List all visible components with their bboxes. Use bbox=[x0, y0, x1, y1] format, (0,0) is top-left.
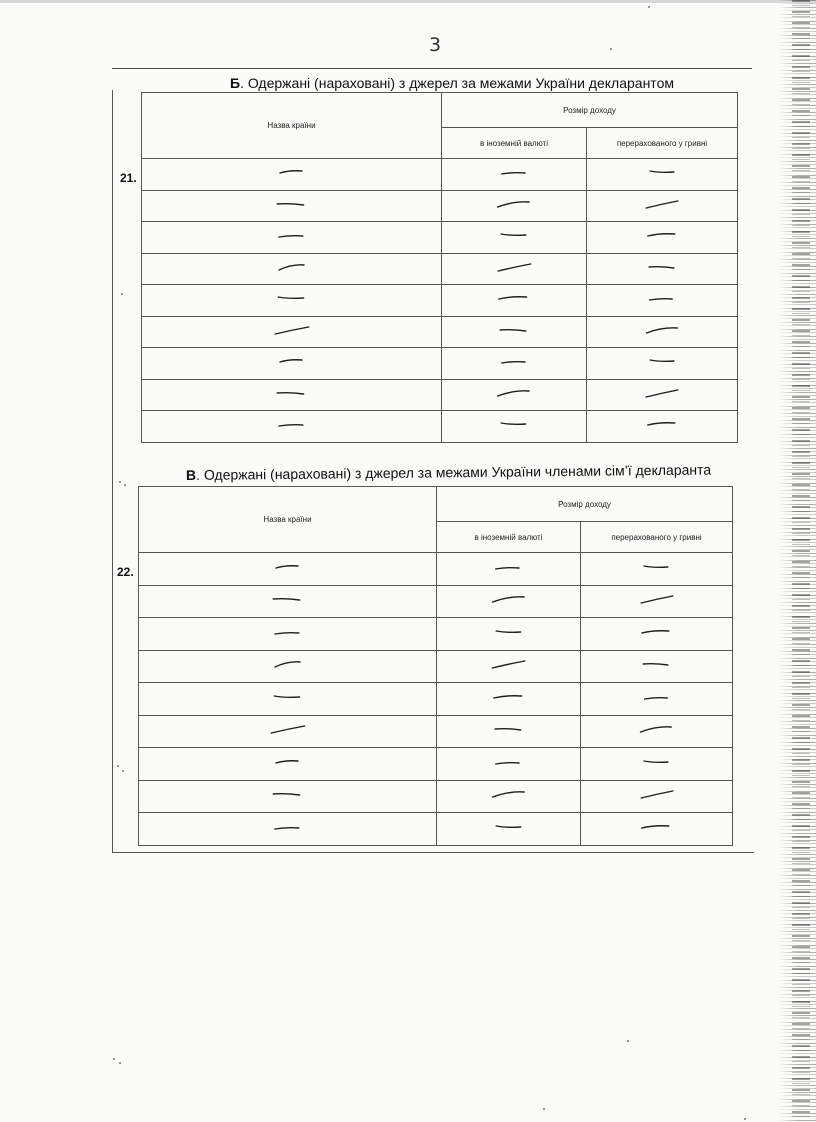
country-cell bbox=[142, 411, 442, 443]
foreign-currency-cell bbox=[442, 159, 587, 191]
handwritten-dash bbox=[587, 418, 737, 432]
country-header: Назва країни bbox=[139, 487, 437, 553]
section-v-row-number: 22. bbox=[117, 565, 134, 579]
section-b-title bbox=[230, 75, 674, 91]
handwritten-dash bbox=[437, 658, 580, 672]
scan-top-edge bbox=[0, 0, 816, 3]
scan-speck bbox=[744, 1118, 746, 1120]
country-cell bbox=[142, 348, 442, 380]
section-b-rows bbox=[142, 159, 738, 443]
handwritten-dash bbox=[587, 324, 737, 338]
country-cell bbox=[142, 159, 442, 191]
foreign-currency-cell bbox=[442, 190, 587, 222]
converted-uah-cell bbox=[587, 159, 738, 191]
handwritten-dash bbox=[437, 756, 580, 770]
country-cell bbox=[139, 650, 437, 683]
handwritten-dash bbox=[581, 561, 732, 575]
handwritten-dash bbox=[581, 788, 732, 802]
handwritten-dash bbox=[139, 821, 436, 835]
handwritten-dash bbox=[442, 355, 586, 369]
country-header: Назва країни bbox=[142, 93, 442, 159]
converted-uah-cell bbox=[581, 650, 733, 683]
country-cell bbox=[142, 379, 442, 411]
converted-uah-cell bbox=[587, 348, 738, 380]
income-size-header: Розмір доходу bbox=[442, 93, 738, 128]
foreign-currency-cell bbox=[442, 253, 587, 285]
converted-uah-cell bbox=[581, 748, 733, 781]
handwritten-dash bbox=[437, 788, 580, 802]
handwritten-dash bbox=[587, 387, 737, 401]
handwritten-dash bbox=[142, 355, 441, 369]
handwritten-dash bbox=[581, 691, 732, 705]
section-v-row bbox=[139, 650, 733, 683]
section-v-row bbox=[139, 780, 733, 813]
foreign-currency-cell bbox=[442, 348, 587, 380]
foreign-currency-cell bbox=[437, 683, 581, 716]
converted-uah-cell bbox=[581, 585, 733, 618]
handwritten-dash bbox=[442, 387, 586, 401]
scan-speck bbox=[627, 1040, 629, 1042]
handwritten-dash bbox=[437, 821, 580, 835]
handwritten-dash bbox=[587, 198, 737, 212]
section-v-row bbox=[139, 715, 733, 748]
country-cell bbox=[139, 683, 437, 716]
handwritten-dash bbox=[142, 198, 441, 212]
country-cell bbox=[142, 316, 442, 348]
scan-speck bbox=[119, 1062, 121, 1064]
section-b-row bbox=[142, 411, 738, 443]
handwritten-dash bbox=[442, 198, 586, 212]
converted-uah-cell bbox=[587, 253, 738, 285]
handwritten-dash bbox=[142, 418, 441, 432]
handwritten-dash bbox=[437, 593, 580, 607]
handwritten-dash bbox=[139, 561, 436, 575]
handwritten-dash bbox=[442, 418, 586, 432]
country-cell bbox=[142, 222, 442, 254]
section-v-row bbox=[139, 618, 733, 651]
section-v-title-text: . Одержані (нараховані) з джерел за межами України членами сім’ї декларанта bbox=[196, 461, 712, 483]
handwritten-dash bbox=[437, 691, 580, 705]
handwritten-dash bbox=[442, 292, 586, 306]
foreign-currency-cell bbox=[442, 379, 587, 411]
handwritten-dash bbox=[581, 593, 732, 607]
section-v-row bbox=[139, 585, 733, 618]
country-cell bbox=[139, 715, 437, 748]
handwritten-dash bbox=[587, 229, 737, 243]
handwritten-dash bbox=[139, 788, 436, 802]
handwritten-dash bbox=[581, 626, 732, 640]
foreign-currency-cell bbox=[437, 780, 581, 813]
scan-speck bbox=[610, 48, 612, 50]
converted-uah-cell bbox=[581, 683, 733, 716]
section-b-title-text: . Одержані (нараховані) з джерел за межами України декларантом bbox=[240, 75, 674, 91]
scan-speck bbox=[121, 293, 123, 295]
handwritten-dash bbox=[139, 593, 436, 607]
frame-bottom-rule bbox=[112, 852, 754, 853]
handwritten-dash bbox=[587, 166, 737, 180]
converted-uah-cell bbox=[581, 715, 733, 748]
income-size-header: Розмір доходу bbox=[437, 487, 733, 522]
foreign-currency-header: в іноземній валюті bbox=[437, 522, 581, 553]
section-b-row bbox=[142, 348, 738, 380]
handwritten-dash bbox=[139, 691, 436, 705]
section-b-row bbox=[142, 253, 738, 285]
country-cell bbox=[139, 618, 437, 651]
handwritten-dash bbox=[581, 658, 732, 672]
converted-uah-cell bbox=[587, 379, 738, 411]
foreign-currency-cell bbox=[437, 585, 581, 618]
section-v-table bbox=[138, 486, 733, 846]
handwritten-dash bbox=[442, 261, 586, 275]
foreign-currency-cell bbox=[437, 618, 581, 651]
section-b-row bbox=[142, 285, 738, 317]
page-number: 3 bbox=[428, 34, 442, 56]
scan-speck bbox=[122, 770, 124, 772]
frame-left-rule bbox=[112, 90, 113, 852]
section-b-letter: Б bbox=[230, 75, 241, 91]
scan-speck bbox=[648, 6, 650, 8]
handwritten-dash bbox=[581, 756, 732, 770]
section-b-row bbox=[142, 190, 738, 222]
section-b-row bbox=[142, 379, 738, 411]
foreign-currency-header: в іноземній валюті bbox=[442, 128, 587, 159]
handwritten-dash bbox=[142, 229, 441, 243]
handwritten-dash bbox=[139, 756, 436, 770]
country-cell bbox=[142, 190, 442, 222]
foreign-currency-cell bbox=[442, 222, 587, 254]
scan-speck bbox=[543, 1108, 545, 1110]
country-cell bbox=[142, 285, 442, 317]
scan-speck bbox=[113, 1058, 115, 1060]
foreign-currency-cell bbox=[437, 748, 581, 781]
handwritten-dash bbox=[442, 166, 586, 180]
handwritten-dash bbox=[587, 355, 737, 369]
handwritten-dash bbox=[142, 387, 441, 401]
country-cell bbox=[139, 813, 437, 846]
foreign-currency-cell bbox=[437, 715, 581, 748]
handwritten-dash bbox=[587, 261, 737, 275]
converted-uah-cell bbox=[581, 553, 733, 586]
converted-uah-cell bbox=[581, 780, 733, 813]
country-cell bbox=[139, 748, 437, 781]
handwritten-dash bbox=[442, 229, 586, 243]
section-b-row bbox=[142, 159, 738, 191]
foreign-currency-cell bbox=[442, 411, 587, 443]
section-b-row bbox=[142, 316, 738, 348]
converted-uah-header: перерахованого у гривні bbox=[587, 128, 738, 159]
handwritten-dash bbox=[581, 821, 732, 835]
foreign-currency-cell bbox=[442, 316, 587, 348]
handwritten-dash bbox=[142, 261, 441, 275]
handwritten-dash bbox=[142, 324, 441, 338]
section-v-row bbox=[139, 553, 733, 586]
converted-uah-cell bbox=[581, 618, 733, 651]
handwritten-dash bbox=[581, 723, 732, 737]
converted-uah-cell bbox=[587, 190, 738, 222]
converted-uah-cell bbox=[581, 813, 733, 846]
handwritten-dash bbox=[437, 723, 580, 737]
section-v-letter: В bbox=[185, 466, 197, 483]
section-v-row bbox=[139, 683, 733, 716]
country-cell bbox=[139, 553, 437, 586]
handwritten-dash bbox=[139, 658, 436, 672]
converted-uah-cell bbox=[587, 411, 738, 443]
handwritten-dash bbox=[437, 626, 580, 640]
handwritten-dash bbox=[142, 166, 441, 180]
scan-speck bbox=[124, 484, 126, 486]
section-v-row bbox=[139, 748, 733, 781]
section-b-table bbox=[141, 92, 738, 443]
converted-uah-cell bbox=[587, 316, 738, 348]
section-b-row-number: 21. bbox=[120, 171, 137, 185]
country-cell bbox=[139, 780, 437, 813]
section-v-row bbox=[139, 813, 733, 846]
header-rule bbox=[112, 68, 752, 69]
handwritten-dash bbox=[139, 626, 436, 640]
handwritten-dash bbox=[587, 292, 737, 306]
handwritten-dash bbox=[139, 723, 436, 737]
country-cell bbox=[142, 253, 442, 285]
converted-uah-cell bbox=[587, 285, 738, 317]
foreign-currency-cell bbox=[437, 650, 581, 683]
foreign-currency-cell bbox=[442, 285, 587, 317]
converted-uah-header: перерахованого у гривні bbox=[581, 522, 733, 553]
scan-speck bbox=[117, 765, 119, 767]
section-v-rows bbox=[139, 553, 733, 846]
section-v-title bbox=[186, 462, 711, 483]
section-b-row bbox=[142, 222, 738, 254]
handwritten-dash bbox=[442, 324, 586, 338]
converted-uah-cell bbox=[587, 222, 738, 254]
foreign-currency-cell bbox=[437, 553, 581, 586]
foreign-currency-cell bbox=[437, 813, 581, 846]
scan-speck bbox=[119, 481, 121, 483]
handwritten-dash bbox=[142, 292, 441, 306]
country-cell bbox=[139, 585, 437, 618]
handwritten-dash bbox=[437, 561, 580, 575]
scan-edge-noise-dark bbox=[792, 0, 810, 1122]
